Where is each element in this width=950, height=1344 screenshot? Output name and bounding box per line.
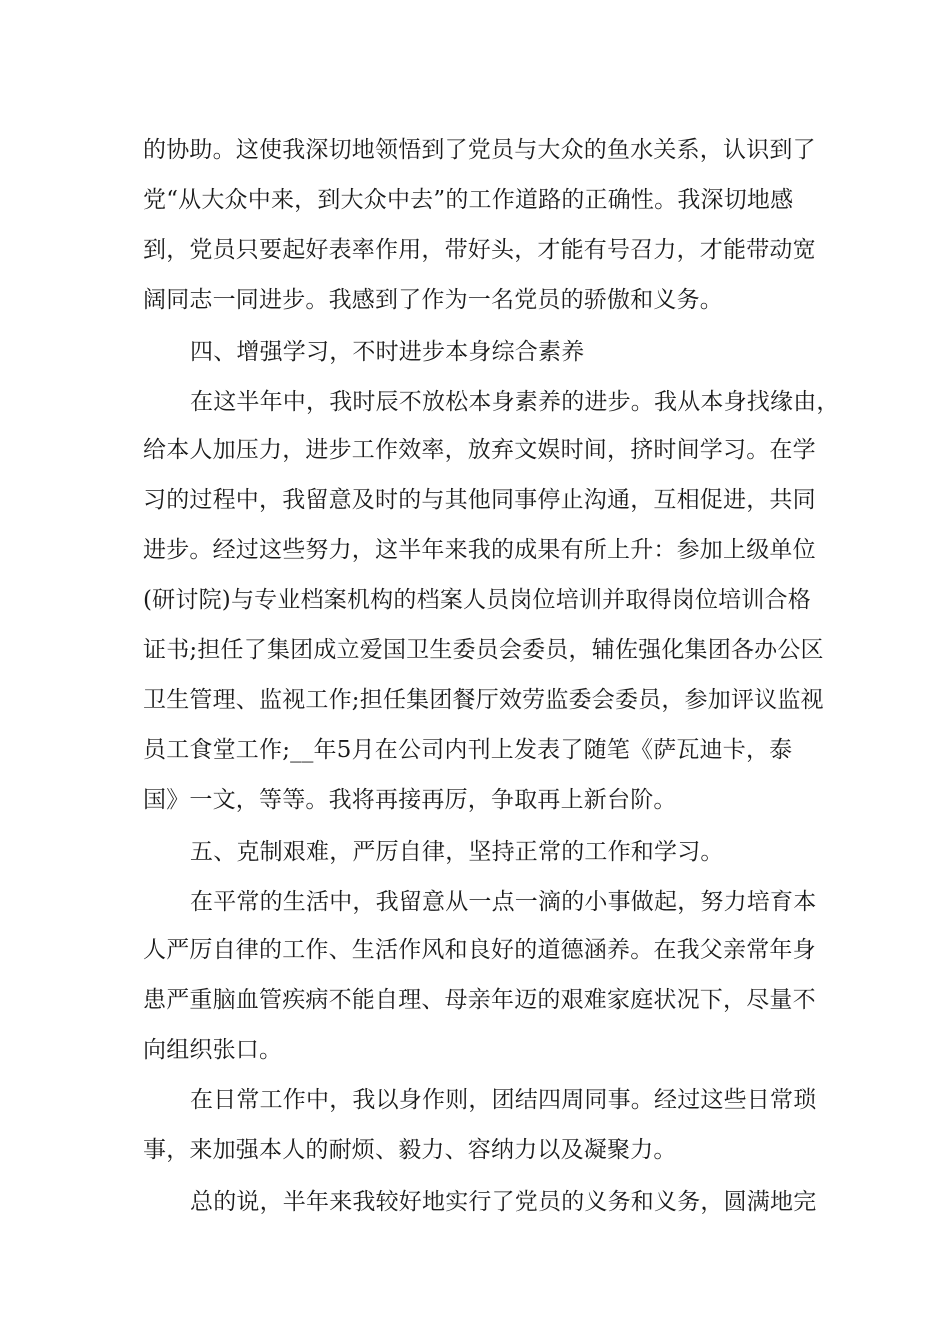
text-line: 到，党员只要起好表率作用，带好头，才能有号召力，才能带动宽 [143, 237, 816, 263]
text-line: 的协助。这使我深切地领悟到了党员与大众的鱼水关系，认识到了 [143, 137, 816, 163]
paragraph-start: 在日常工作中，我以身作则，团结四周同事。经过这些日常琐 [190, 1087, 817, 1113]
text-line: 事，来加强本人的耐烦、毅力、容纳力以及凝聚力。 [143, 1137, 677, 1163]
text-line: 患严重脑血管疾病不能自理、母亲年迈的艰难家庭状况下，尽量不 [143, 987, 816, 1013]
text-line: 阔同志一同进步。我感到了作为一名党员的骄傲和义务。 [143, 287, 723, 313]
text-line: 国》一文，等等。我将再接再厉，争取再上新台阶。 [143, 787, 677, 813]
text-line: 证书;担任了集团成立爱国卫生委员会委员，辅佐强化集团各办公区 [143, 637, 824, 663]
section-heading: 五、克制艰难，严厉自律，坚持正常的工作和学习。 [190, 839, 724, 865]
paragraph-start: 总的说，半年来我较好地实行了党员的义务和义务，圆满地完 [190, 1189, 817, 1215]
text-line: (研讨院)与专业档案机构的档案人员岗位培训并取得岗位培训合格 [143, 587, 811, 613]
text-line: 卫生管理、监视工作;担任集团餐厅效劳监委会委员，参加评议监视 [143, 687, 824, 713]
text-line: 给本人加压力，进步工作效率，放弃文娱时间，挤时间学习。在学 [143, 437, 816, 463]
paragraph-start: 在平常的生活中，我留意从一点一滴的小事做起，努力培育本 [190, 889, 817, 915]
text-line: 向组织张口。 [143, 1037, 283, 1063]
text-line: 党“从大众中来，到大众中去”的工作道路的正确性。我深切地感 [143, 187, 794, 213]
text-line: 人严厉自律的工作、生活作风和良好的道德涵养。在我父亲常年身 [143, 937, 816, 963]
paragraph-start: 在这半年中，我时辰不放松本身素养的进步。我从本身找缘由， [190, 389, 840, 415]
text-line: 进步。经过这些努力，这半年来我的成果有所上升：参加上级单位 [143, 537, 816, 563]
text-line: 习的过程中，我留意及时的与其他同事停止沟通，互相促进，共同 [143, 487, 816, 513]
section-heading: 四、增强学习，不时进步本身综合素养 [190, 339, 585, 365]
text-line: 员工食堂工作;__年5月在公司内刊上发表了随笔《萨瓦迪卡，泰 [143, 737, 793, 763]
